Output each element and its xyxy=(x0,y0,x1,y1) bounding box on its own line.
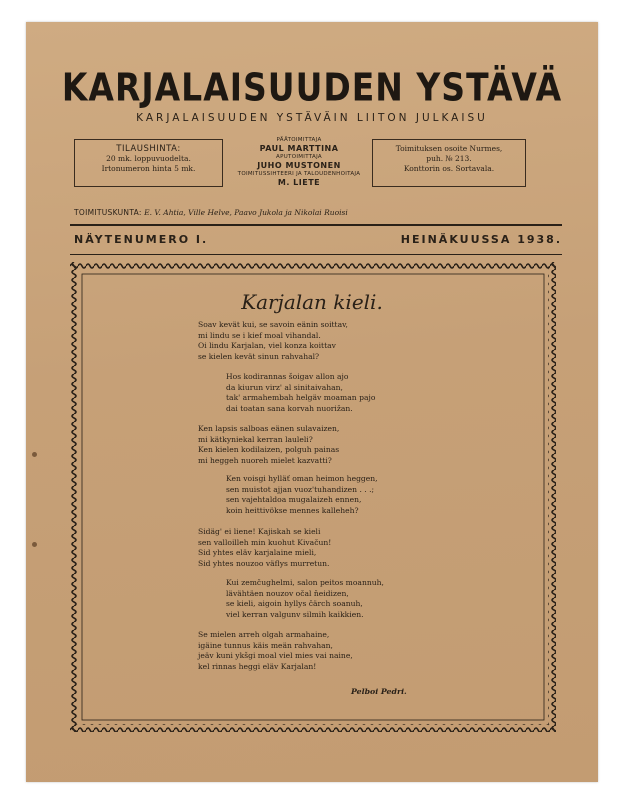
poem-stanza xyxy=(198,320,348,362)
poem-line: Sid yhtes nouzoo väflys murretun. xyxy=(198,558,330,568)
poem-signature: Pelboi Pedri. xyxy=(351,687,407,696)
poem-line: Hos kodirannas šoigav allon ajo xyxy=(226,372,349,381)
divider-rule xyxy=(70,254,562,255)
poem-line: da kiurun virz' al sinitaivahan, xyxy=(226,382,343,392)
office-box xyxy=(372,139,526,187)
subscription-box xyxy=(74,139,223,187)
poem-line: Se mielen arreh olgah armahaine, xyxy=(198,630,330,639)
binding-hole xyxy=(32,542,37,547)
poem-line: sen muistot ajjan vuoz'tuhandizen . . .; xyxy=(226,484,375,494)
poem-line: Kui zemčughelmi, salon peitos moannuh, xyxy=(226,578,384,587)
editor-role: TOIMITUSSIHTEERI JA TALOUDENHOITAJA xyxy=(237,171,361,177)
office-line: puh. № 213. xyxy=(426,154,472,163)
poem-line: sen vajehtaldoa mugalaizeh ennen, xyxy=(226,495,362,505)
issue-line xyxy=(74,233,562,246)
poem-line: Ken kielen kodilaizen, polguh painas xyxy=(198,445,340,455)
subscription-heading: TILAUSHINTA: xyxy=(116,144,181,154)
poem-line: se kielen kevät sinun rahvahal? xyxy=(198,351,320,361)
editorial-board-label: TOIMITUSKUNTA: xyxy=(74,208,142,217)
poem-line: Soav kevät kui, se savoin eänin soittav, xyxy=(198,320,348,329)
editor-name: JUHO MUSTONEN xyxy=(257,161,341,170)
poem-line: dai toatan sana korvah nuorižan. xyxy=(226,403,353,413)
subscription-line: 20 mk. loppuvuodelta. xyxy=(106,154,191,163)
binding-hole xyxy=(32,452,37,457)
poem-stanza xyxy=(226,474,378,516)
poem-line: se kieli, aigoin hyllys čärch soanuh, xyxy=(226,599,363,609)
poem-line: viel kerran valgunv silmih kaikkien. xyxy=(226,609,364,619)
editor-role: APUTOIMITTAJA xyxy=(276,154,322,160)
editorial-board-names: E. V. Ahtia, Ville Helve, Paavo Jukola ja Nikolai Ruoisi xyxy=(144,208,348,217)
masthead-subtitle: KARJALAISUUDEN YSTÄVÄIN LIITON JULKAISU xyxy=(136,112,488,124)
poem-line: mi heggeh nuoreh mielet kazvatti? xyxy=(198,455,332,465)
poem-stanza xyxy=(198,424,339,466)
poem-title: Karjalan kieli. xyxy=(241,290,383,314)
issue-date: HEINÄKUUSSA 1938. xyxy=(400,233,562,246)
poem-line: koin heittivökse mennes kalleheh? xyxy=(226,505,359,515)
poem-line: mi lindu se i kief moal vihandal. xyxy=(198,330,321,340)
editor-name: PAUL MARTTINA xyxy=(259,144,339,153)
office-line: Konttorin os. Sortavala. xyxy=(403,164,495,173)
poem-line: jeäv kuni ykšgi moal viel mies vai naine, xyxy=(198,651,353,661)
poem-line: Oi lindu Karjalan, viel konza koittav xyxy=(198,341,336,351)
poem-line: mi kätkyniekal kerran lauleli? xyxy=(198,434,313,444)
magazine-page xyxy=(26,22,598,782)
subscription-line: Irtonumeron hinta 5 mk. xyxy=(101,164,196,173)
poem-line: tak' armahembah helgäv moaman pajo xyxy=(226,393,376,403)
issue-number: NÄYTENUMERO I. xyxy=(74,233,209,246)
poem-line: Ken voisgi hylläť oman heimon heggen, xyxy=(226,474,378,483)
editors-block xyxy=(224,137,374,188)
poem-line: igäine tunnus käis meän rahvahan, xyxy=(198,640,333,650)
office-line: Toimituksen osoite Nurmes, xyxy=(395,144,503,153)
poem-line: kel rinnas heggi eläv Karjalan! xyxy=(198,661,317,671)
poem-stanza xyxy=(198,630,353,672)
divider-rule xyxy=(70,224,562,226)
poem-stanza xyxy=(226,578,384,620)
editorial-board xyxy=(74,208,574,217)
poem-line: lävähtäen nouzov očal ňeidizen, xyxy=(226,588,349,598)
poem-stanza xyxy=(198,527,331,569)
poem-line: sen valloilleh min kuohut Kivačun! xyxy=(198,537,332,547)
poem-line: Sidäg' ei liene! Kajiskah se kieli xyxy=(198,527,321,536)
editor-role: PÄÄTOIMITTAJA xyxy=(276,137,322,143)
poem-stanza xyxy=(226,372,375,414)
poem-line: Ken lapsis salboas eänen sulavaizen, xyxy=(198,424,340,433)
editor-name: M. LIETE xyxy=(277,178,321,187)
poem-line: Sid yhtes eläv karjalaine mieli, xyxy=(198,548,317,558)
masthead-title: KARJALAISUUDEN YSTÄVÄ xyxy=(61,65,563,110)
